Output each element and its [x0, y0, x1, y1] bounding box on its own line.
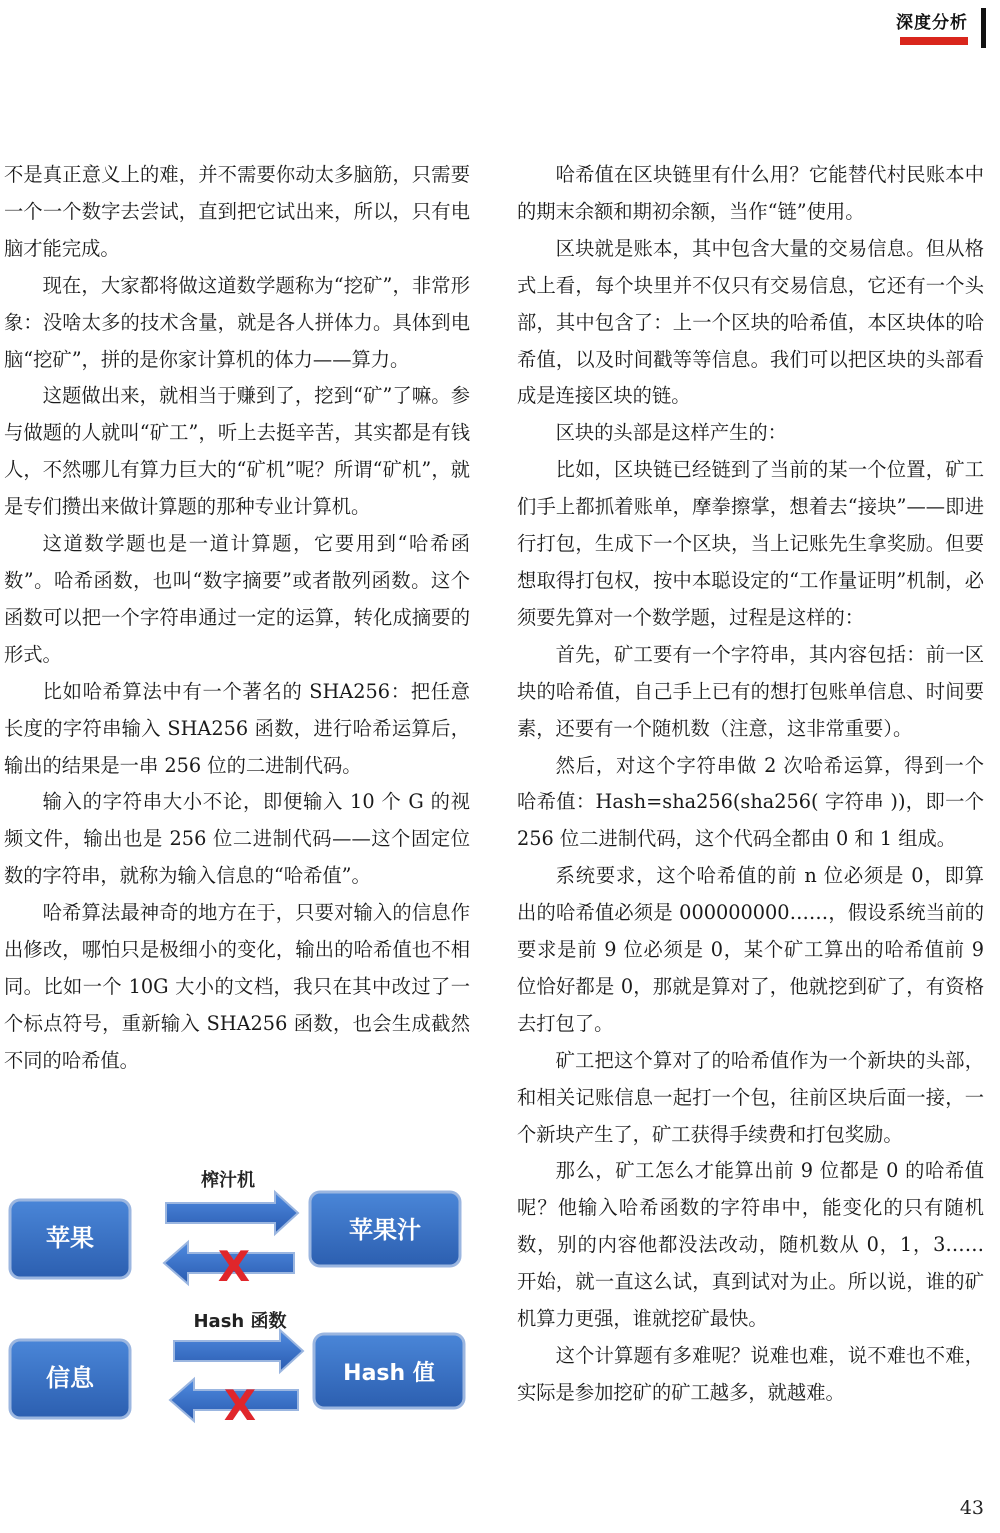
paragraph: 比如，区块链已经链到了当前的某一个位置，矿工们手上都抓着账单，摩拳擦掌，想着去“接块”——即进行打包，生成下一个区块，当上记账先生拿奖励。但要想取得打包权，按中本聪设定的“工作量证明”机制，必须要先算对一个数学题，过程是这样的： [517, 458, 984, 629]
paragraph: 首先，矿工要有一个字符串，其内容包括：前一区块的哈希值，自己手上已有的想打包账单信息、时间要素，还要有一个随机数（注意，这非常重要）。 [517, 642, 984, 740]
section-underline [900, 37, 968, 45]
paragraph: 然后，对这个字符串做 2 次哈希运算，得到一个哈希值：Hash=sha256(sha256( 字符串 ))，即一个 256 位二进制代码，这个代码全都由 0 和 1 组成。 [517, 753, 984, 851]
paragraph: 区块的头部是这样产生的： [555, 421, 787, 445]
info-label: 信息 [46, 1364, 94, 1392]
paragraph: 系统要求，这个哈希值的前 n 位必须是 0，即算出的哈希值必须是 000000000……，假设系统当前的要求是前 9 位必须是 0，某个矿工算出的哈希值前 9 位恰好都是 0，那就是算对了，他就挖到矿了，有资格去打包了。 [517, 864, 984, 1035]
paragraph: 输入的字符串大小不论，即便输入 10 个 G 的视频文件，输出也是 256 位二进制代码——这个固定位数的字符串，就称为输入信息的“哈希值”。 [4, 790, 470, 888]
paragraph: 那么，矿工怎么才能算出前 9 位都是 0 的哈希值呢？他输入哈希函数的字符串中，能变化的只有随机数，别的内容他都没法改动，随机数从 0，1，3……开始，就一直这么试，真到试对为止。所以说，谁的矿机算力更强，谁就挖矿最快。 [517, 1159, 984, 1331]
paragraph: 这个计算题有多难呢？说难也难，说不难也不难，实际是参加挖矿的矿工越多，就越难。 [517, 1344, 984, 1404]
right-column [517, 157, 984, 1412]
hash-function-label: Hash 函数 [193, 1311, 287, 1332]
left-column [4, 157, 470, 1080]
paragraph: 现在，大家都将做这道数学题称为“挖矿”，非常形象：没啥太多的技术含量，就是各人拼体力。具体到电脑“挖矿”，拼的是你家计算机的体力——算力。 [4, 273, 470, 371]
paragraph: 这道数学题也是一道计算题，它要用到“哈希函数”。哈希函数，也叫“数字摘要”或者散列函数。这个函数可以把一个字符串通过一定的运算，转化成摘要的形式。 [4, 532, 470, 666]
hash-value-label: Hash 值 [343, 1361, 435, 1386]
page-number: 43 [959, 1497, 984, 1519]
paragraph: 哈希算法最神奇的地方在于，只要对输入的信息作出修改，哪怕只是极细小的变化，输出的哈希值也不相同。比如一个 10G 大小的文档，我只在其中改过了一个标点符号，重新输入 SHA256 函数，也会生成截然不同的哈希值。 [4, 901, 470, 1072]
section-header [876, 8, 986, 48]
juicer-label: 榨汁机 [201, 1170, 255, 1191]
apple-juice-label: 苹果汁 [349, 1216, 421, 1244]
section-edge-bar [981, 8, 986, 48]
paragraph: 这题做出来，就相当于赚到了，挖到“矿”了嘛。参与做题的人就叫“矿工”，听上去挺辛苦，其实都是有钱人，不然哪儿有算力巨大的“矿机”呢？所谓“矿机”，就是专们攒出来做计算题的那种专业计算机。 [4, 384, 470, 519]
paragraph: 不是真正意义上的难，并不需要你动太多脑筋，只需要一个一个数字去尝试，直到把它试出来，所以，只有电脑才能完成。 [4, 163, 470, 260]
section-title: 深度分析 [896, 13, 968, 33]
paragraph: 矿工把这个算对了的哈希值作为一个新块的头部，和相关记账信息一起打一个包，往前区块后面一接，一个新块产生了，矿工获得手续费和打包奖励。 [517, 1048, 984, 1146]
forward-arrow-icon [166, 1192, 298, 1234]
paragraph: 比如哈希算法中有一个著名的 SHA256：把任意长度的字符串输入 SHA256 函数，进行哈希运算后，输出的结果是一串 256 位的二进制代码。 [4, 679, 470, 777]
paragraph: 区块就是账本，其中包含大量的交易信息。但从格式上看，每个块里并不仅只有交易信息，它还有一个头部，其中包含了：上一个区块的哈希值，本区块体的哈希值，以及时间戳等等信息。我们可以把区块的头部看成是连接区块的链。 [517, 236, 984, 408]
cross-icon: X [223, 1381, 257, 1430]
paragraph: 哈希值在区块链里有什么用？它能替代村民账本中的期末余额和期初余额，当作“链”使用。 [517, 163, 984, 223]
apple-label: 苹果 [46, 1224, 94, 1252]
cross-icon: X [217, 1242, 251, 1291]
forward-arrow-icon [174, 1330, 303, 1372]
hash-analogy-diagram [0, 1158, 470, 1438]
